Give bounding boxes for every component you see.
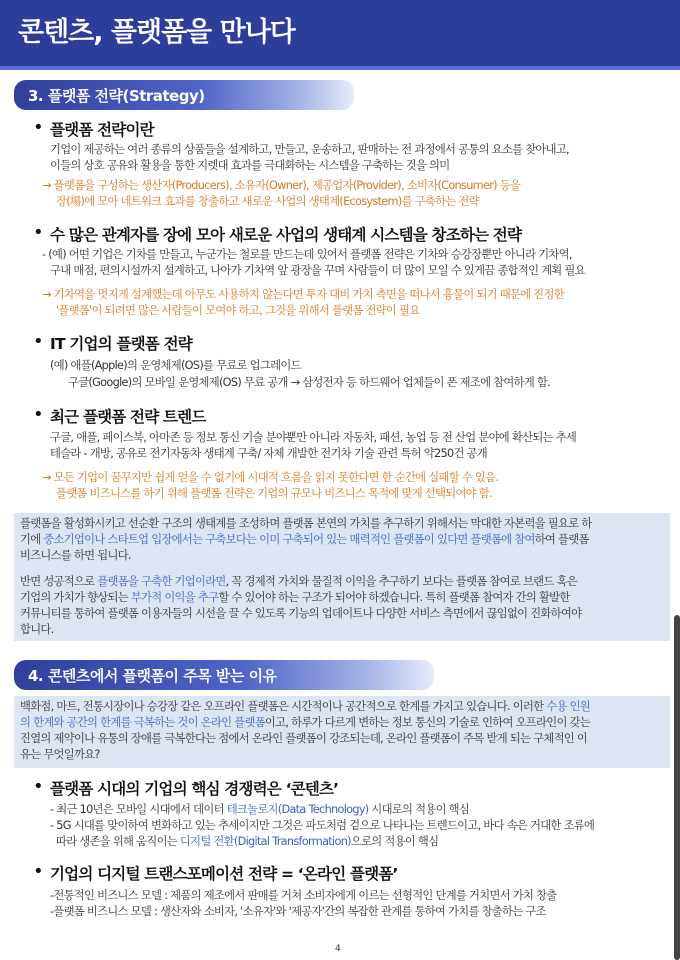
page-title: 콘텐츠, 플랫폼을 만나다 xyxy=(18,17,295,48)
paragraph-line: -전통적인 비즈니스 모델 : 제품의 제조에서 판매를 거쳐 소비자에게 이르는 선형적인 단계를 거치면서 가치 창출 xyxy=(50,889,557,902)
box-line: 진열의 제약이나 유통의 장애를 극복한다는 점에서 온라인 플랫폼이 강조되는데, 온라인 플랫폼이 주목 받게 되는 구체적인 이 xyxy=(20,732,588,745)
paragraph-line: 구글, 애플, 페이스북, 아마존 등 정보 통신 기술 분야뿐만 아니라 자동차, 패션, 농업 등 전 산업 분야에 확산되는 추세 xyxy=(50,431,577,444)
paragraph-line: (예) 애플(Apple)의 운영체제(OS)를 무료로 업그레이드 xyxy=(50,359,301,372)
arrow-note: 장(場)에 모아 네트워크 효과를 창출하고 새로운 사업의 생태계(Ecosystem)를 구축하는 전략 xyxy=(56,195,479,208)
bullet-dot: • xyxy=(33,404,44,425)
header-bar xyxy=(0,0,680,66)
box-line: 기업의 가치가 향상되는 부가적 이익을 추구할 수 있어야 하는 구조가 되어야 하겠습니다. 특히 플랫폼 참여자 간의 활발한 xyxy=(20,591,570,604)
section-3-heading-3: IT 기업의 플랫폼 전략 xyxy=(50,335,192,353)
arrow-note: → 모든 기업이 꿈꾸지만 쉽게 얻을 수 없기에 시대적 흐름을 읽지 못한다면 한 순간에 실패할 수 있음. xyxy=(42,471,499,484)
section-3-heading-1: 플랫폼 전략이란 xyxy=(50,121,154,139)
arrow-note: '플랫폼'이 되려면 많은 사람들이 모여야 하고, 그것을 위해서 플랫폼 전략이 필요 xyxy=(56,304,420,317)
box-line: 기에 중소기업이나 스타트업 입장에서는 구축보다는 이미 구축되어 있는 매력적인 플랫폼이 있다면 플랫폼에 참여하여 플랫폼 xyxy=(20,533,589,546)
arrow-note: → 플랫폼을 구성하는 생산자(Producers), 소유자(Owner), 제공업자(Provider), 소비자(Consumer) 등을 xyxy=(42,179,521,192)
highlight: 중소기업이나 스타트업 입장에서는 구축보다는 이미 구축되어 있는 매력적인 플랫폼이 있다면 플랫폼에 참여 xyxy=(43,533,535,546)
bullet-dot: • xyxy=(33,222,44,243)
bullet-dot: • xyxy=(33,331,44,352)
box-line: 비즈니스를 하면 됩니다. xyxy=(20,549,131,562)
box-line: 의 한계와 공간의 한계를 극복하는 것이 온라인 플랫폼이고, 하루가 다르게 변하는 정보 통신의 기술로 인하여 오프라인이 갖는 xyxy=(20,716,591,729)
paragraph-line: 구내 매점, 편의시설까지 설계하고, 나아가 기차역 앞 광장을 꾸며 사람들이 더 많이 모일 수 있게끔 종합적인 계획 필요 xyxy=(50,264,585,277)
paragraph-line: 따라 생존을 위해 움직이는 디지털 전환(Digital Transformation)으로의 적용이 핵심 xyxy=(56,835,439,848)
box-line: 플랫폼을 활성화시키고 선순환 구조의 생태계를 조성하며 플랫폼 본연의 가치를 추구하기 위해서는 막대한 자본력을 필요로 하 xyxy=(20,517,592,530)
summary-box xyxy=(14,513,670,641)
header-divider xyxy=(0,66,680,70)
paragraph-line: 테슬라 - 개방, 공유로 전기자동차 생태계 구축/ 자체 개발한 전기차 기술 관련 특허 약250건 공개 xyxy=(50,447,487,460)
box-line: 커뮤니티를 통하여 플랫폼 이용자들의 시선을 끌 수 있도록 기능의 업데이트나 다양한 서비스 측면에서 끊임없이 진화하여야 xyxy=(20,607,582,620)
highlight: 의 한계와 공간의 한계를 극복하는 것이 온라인 플랫폼 xyxy=(20,716,265,729)
section-3-heading-4: 최근 플랫폼 전략 트렌드 xyxy=(50,408,206,426)
highlight: 부가적 이익을 추구 xyxy=(130,591,219,604)
box-line: 반면 성공적으로 플랫폼을 구축한 기업이라면, 꼭 경제적 가치와 물질적 이익을 추구하기 보다는 플랫폼 참여로 브랜드 혹은 xyxy=(20,575,577,588)
paragraph-line: - 최근 10년은 모바일 시대에서 데이터 테크놀로지(Data Technology) 시대로의 적용이 핵심 xyxy=(50,803,470,816)
arrow-note: 플랫폼 비즈니스를 하기 위해 플랫폼 전략은 기업의 규모나 비즈니스 목적에 맞게 선택되어야 함. xyxy=(56,487,492,500)
highlight: 디지털 전환(Digital Transformation) xyxy=(179,835,351,848)
section-3-title: 3. 플랫폼 전략(Strategy) xyxy=(28,87,205,105)
paragraph-line: 기업이 제공하는 여러 종류의 상품들을 설계하고, 만들고, 운송하고, 판매하는 전 과정에서 공통의 요소를 찾아내고, xyxy=(50,143,569,156)
arrow-note: → 기차역을 멋지게 설계했는데 아무도 사용하지 않는다면 투자 대비 가치 측면을 떠나서 흉물이 되기 때문에 진정한 xyxy=(42,288,564,301)
highlight: 수용 인원 xyxy=(546,700,591,713)
bullet-dot: • xyxy=(33,776,44,797)
bullet-dot: • xyxy=(33,117,44,138)
paragraph-line: 구글(Google)의 모바일 운영체제(OS) 무료 공개 → 삼성전자 등 하드웨어 업체들이 폰 제조에 참여하게 함. xyxy=(68,376,551,389)
page-number: 4 xyxy=(335,944,341,954)
box-line: 유는 무엇일까요? xyxy=(20,748,100,761)
highlight: 테크놀로지(Data Technology) xyxy=(226,803,369,816)
section-4-heading-2: 기업의 디지털 트랜스포메이션 전략 = ‘온라인 플랫폼’ xyxy=(50,865,398,883)
box-line: 백화점, 마트, 전통시장이나 승강장 같은 오프라인 플랫폼은 시간적이나 공간적으로 한계를 가지고 있습니다. 이러한 수용 인원 xyxy=(20,700,591,713)
intro-box xyxy=(14,696,670,768)
section-4-title: 4. 콘텐츠에서 플랫폼이 주목 받는 이유 xyxy=(28,667,277,685)
section-3-bar xyxy=(14,80,354,110)
paragraph-line: - (예) 어떤 기업은 기차를 만들고, 누군가는 철로를 만드는데 있어서 플랫폼 전략은 기차와 승강장뿐만 아니라 기차역, xyxy=(42,248,572,261)
box-line: 합니다. xyxy=(20,623,54,636)
section-4-bar xyxy=(14,660,434,690)
section-3-heading-2: 수 많은 관계자를 장에 모아 새로운 사업의 생태계 시스템을 창조하는 전략 xyxy=(50,226,522,244)
paragraph-line: 이들의 상호 공유와 활용을 통한 지렛대 효과를 극대화하는 시스템을 구축하는 것을 의미 xyxy=(50,159,450,172)
paragraph-line: - 5G 시대를 맞이하여 변화하고 있는 추세이지만 그것은 파도처럼 겉으로 나타나는 트렌드이고, 바다 속은 거대한 조류에 xyxy=(50,819,595,832)
scrollbar[interactable] xyxy=(674,615,680,960)
section-4-heading-1: 플랫폼 시대의 기업의 핵심 경쟁력은 ‘콘텐츠’ xyxy=(50,780,339,798)
paragraph-line: -플랫폼 비즈니스 모델 : 생산자와 소비자, '소유자'와 '제공자'간의 복잡한 관계를 통하여 가치를 창출하는 구조 xyxy=(50,905,546,918)
bullet-dot: • xyxy=(33,861,44,882)
highlight: 플랫폼을 구축한 기업이라면 xyxy=(97,575,226,588)
